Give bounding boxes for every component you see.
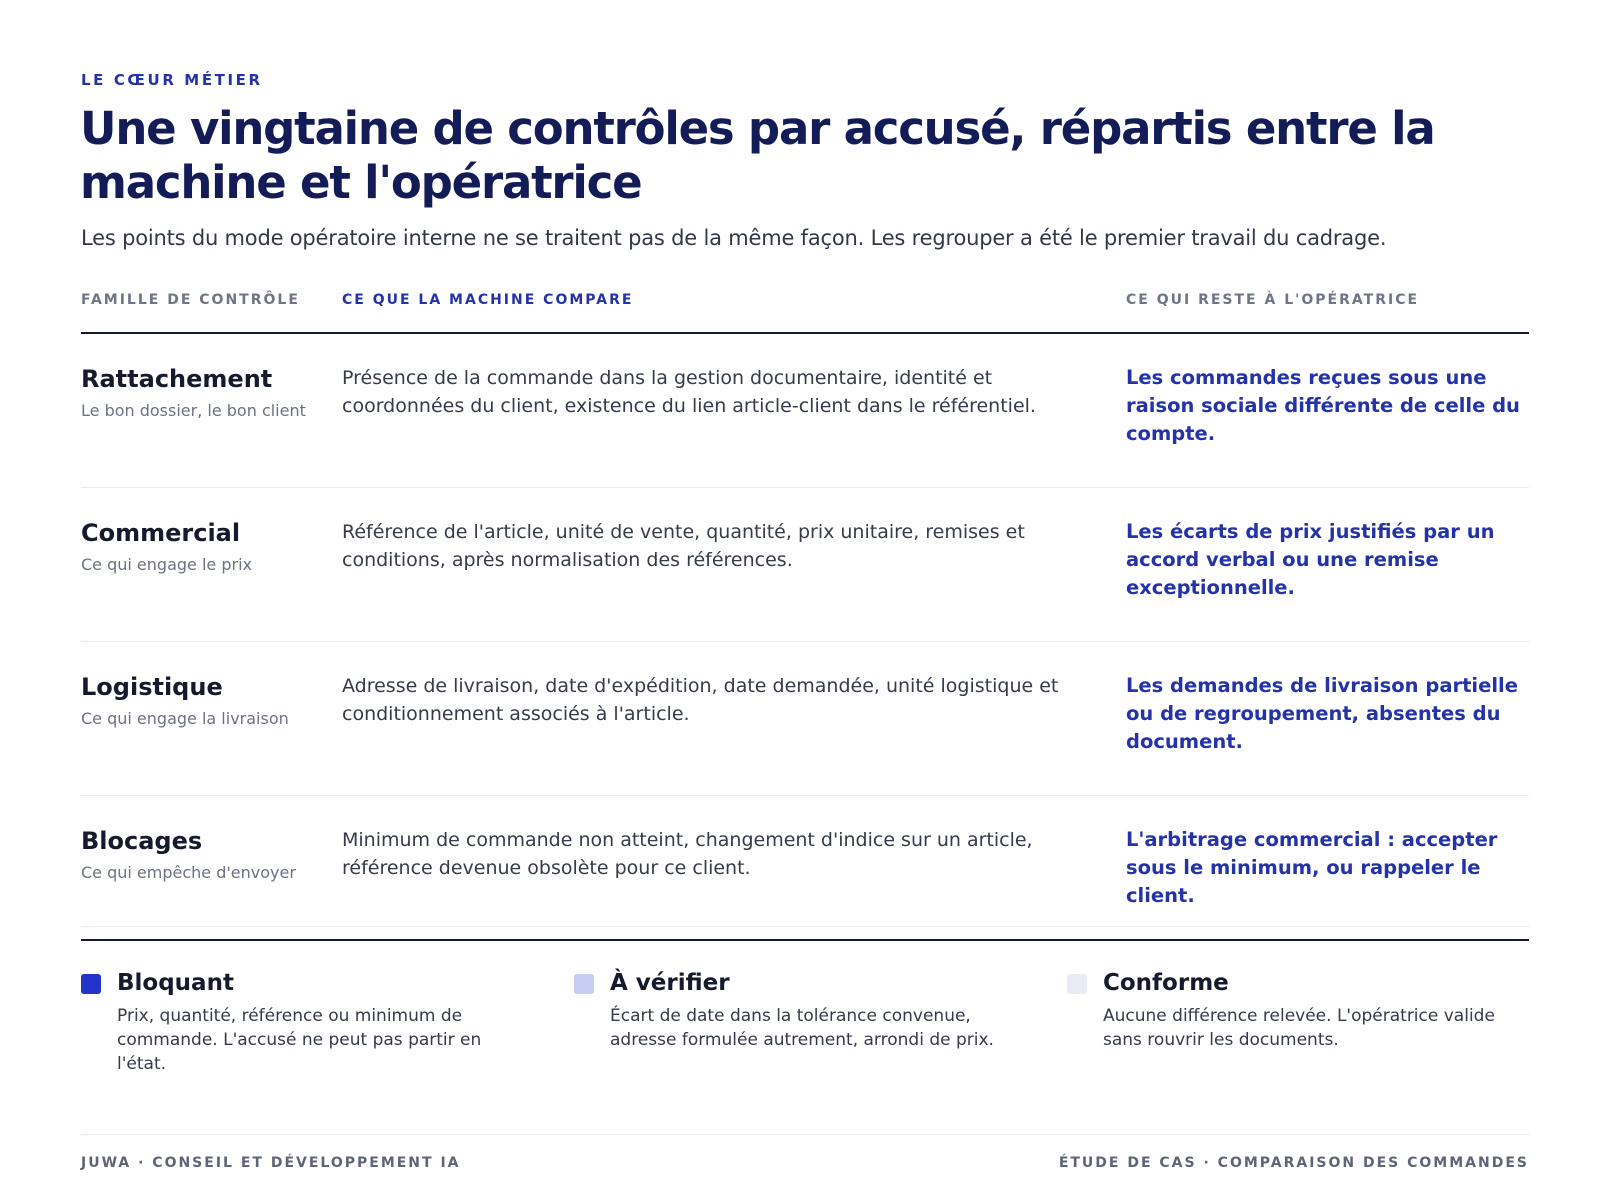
legend-title: À vérifier	[610, 970, 730, 996]
legend-description: Prix, quantité, référence ou minimum de commande. L'accusé ne peut pas partir en l'état.	[117, 1006, 482, 1074]
family-cell	[81, 518, 321, 576]
family-name: Logistique	[81, 673, 223, 701]
operator-cell: Les écarts de prix justifiés par un accord verbal ou une remise exceptionnelle.	[1126, 520, 1495, 599]
family-name: Blocages	[81, 827, 203, 855]
operator-cell: Les commandes reçues sous une raison sociale différente de celle du compte.	[1126, 366, 1520, 445]
legend-title: Conforme	[1103, 970, 1229, 996]
family-name: Commercial	[81, 519, 241, 547]
machine-cell: Adresse de livraison, date d'expédition, date demandée, unité logistique et conditionnement associés à l'article.	[342, 675, 1059, 725]
machine-cell: Présence de la commande dans la gestion documentaire, identité et coordonnées du client, existence du lien article-client dans le référentiel.	[342, 367, 1036, 417]
operator-cell: L'arbitrage commercial : accepter sous le minimum, ou rappeler le client.	[1126, 828, 1498, 907]
footer-divider	[81, 1134, 1529, 1135]
family-subtitle: Ce qui engage le prix	[81, 555, 252, 574]
family-subtitle: Le bon dossier, le bon client	[81, 401, 306, 420]
legend-divider	[81, 939, 1529, 941]
legend-description: Aucune différence relevée. L'opératrice valide sans rouvrir les documents.	[1103, 1006, 1495, 1050]
column-header-machine: CE QUE LA MACHINE COMPARE	[342, 292, 634, 308]
family-cell	[81, 826, 321, 884]
legend-swatch-bloquant	[81, 974, 101, 994]
page-subtitle: Les points du mode opératoire interne ne se traitent pas de la même façon. Les regrouper a été le premier travail du cadrage.	[81, 226, 1387, 250]
footer-case-study: ÉTUDE DE CAS · COMPARAISON DES COMMANDES	[1058, 1155, 1529, 1171]
family-name: Rattachement	[81, 365, 273, 393]
operator-cell: Les demandes de livraison partielle ou de regroupement, absentes du document.	[1126, 674, 1518, 753]
legend-description: Écart de date dans la tolérance convenue, adresse formulée autrement, arrondi de prix.	[610, 1006, 994, 1050]
family-subtitle: Ce qui empêche d'envoyer	[81, 863, 296, 882]
legend-swatch-a-verifier	[574, 974, 594, 994]
machine-cell: Minimum de commande non atteint, changement d'indice sur un article, référence devenue obsolète pour ce client.	[342, 829, 1033, 879]
table-header	[81, 286, 1529, 334]
column-header-operator: CE QUI RESTE À L'OPÉRATRICE	[1126, 292, 1420, 308]
machine-cell: Référence de l'article, unité de vente, quantité, prix unitaire, remises et conditions, après normalisation des références.	[342, 521, 1025, 571]
status-legend	[81, 968, 1529, 1078]
legend-swatch-conforme	[1067, 974, 1087, 994]
table-row-commercial	[81, 488, 1529, 642]
legend-title: Bloquant	[117, 970, 234, 996]
table-row-rattachement	[81, 334, 1529, 488]
control-table	[81, 334, 1529, 927]
family-subtitle: Ce qui engage la livraison	[81, 709, 289, 728]
footer-brand: JUWA · CONSEIL ET DÉVELOPPEMENT IA	[81, 1155, 461, 1171]
table-row-logistique	[81, 642, 1529, 796]
eyebrow-label: LE CŒUR MÉTIER	[81, 71, 263, 89]
family-cell	[81, 672, 321, 730]
family-cell	[81, 364, 321, 422]
table-row-blocages	[81, 796, 1529, 927]
column-header-family: FAMILLE DE CONTRÔLE	[81, 292, 300, 308]
page-title: Une vingtaine de contrôles par accusé, répartis entre la machine et l'opératrice	[80, 102, 1435, 209]
